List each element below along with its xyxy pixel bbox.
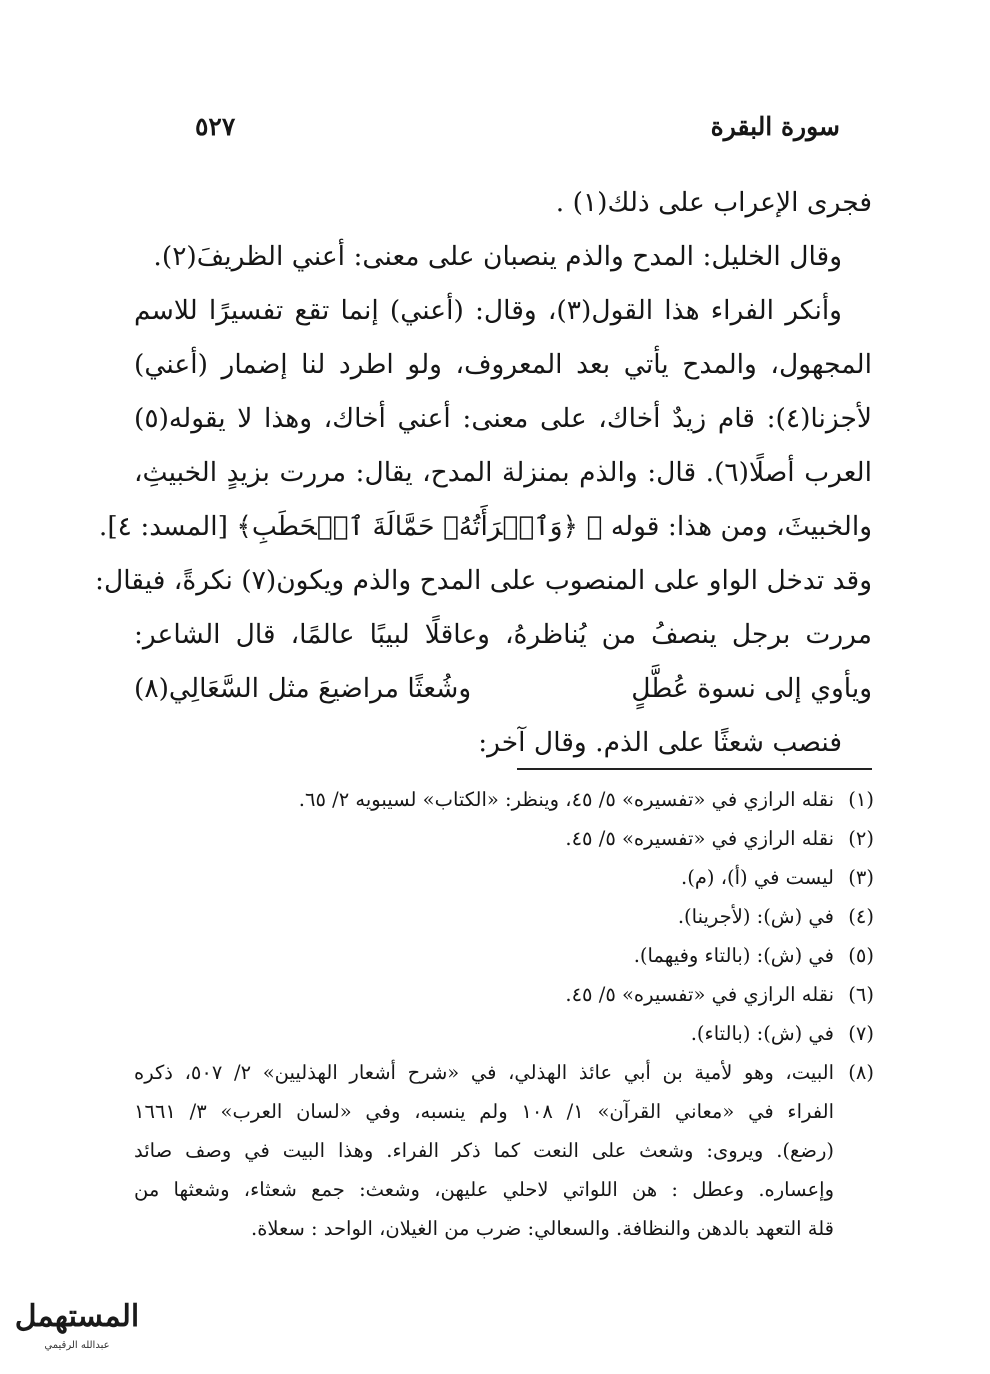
text-line: لأجزنا(٤): قام زيدٌ أخاك، على معنى: أعني أخاك، وهذا لا يقوله(٥) <box>134 403 872 434</box>
text-line: فجرى الإعراب على ذلك(١) . <box>555 187 872 218</box>
footnote-number: (٧) <box>848 1022 874 1045</box>
footnote <box>134 1053 874 1092</box>
page-number: ٥٢٧ <box>195 112 236 141</box>
footnote-continuation: وإعساره. وعطل : هن اللواتي لاحلي عليهن، وشعث: جمع شعثاء، وشعثها من <box>134 1178 834 1201</box>
footnote-text: في (ش): (لأجرينا). <box>677 905 834 928</box>
footnote-text: في (ش): (بالتاء وفيهما). <box>633 944 834 967</box>
page-header <box>140 112 840 152</box>
footnote-text: نقله الرازي في «تفسيره» ٥/ ٤٥. <box>565 983 834 1006</box>
main-text <box>95 176 872 770</box>
footnotes <box>134 780 874 1248</box>
footnote <box>134 819 874 858</box>
verse-first-hemistich: ويأوي إلى نسوة عُطَّلٍ <box>631 673 872 704</box>
footnote-number: (٢) <box>848 827 874 850</box>
logo-subtitle: عبدالله الرقيمي <box>44 1340 110 1351</box>
footnote <box>134 975 874 1014</box>
footnote-number: (٨) <box>848 1061 874 1084</box>
footnote-number: (٦) <box>848 983 874 1006</box>
footnote <box>134 936 874 975</box>
footnote-text: البيت، وهو لأمية بن أبي عائذ الهذلي، في «شرح أشعار الهذليين» ٢/ ٥٠٧، ذكره <box>134 1061 834 1084</box>
logo-text: المستهمل <box>14 1299 140 1334</box>
watermark-logo <box>12 1286 142 1356</box>
text-line: مررت برجل ينصفُ من يُناظرهُ، وعاقلًا لبيبًا عالمًا، قال الشاعر: <box>134 619 872 650</box>
surah-title: سورة البقرة <box>710 112 840 141</box>
footnote-text: نقله الرازي في «تفسيره» ٥/ ٤٥، وينظر: «الكتاب» لسيبويه ٢/ ٦٥. <box>298 788 834 811</box>
text-line: المجهول، والمدح يأتي بعد المعروف، ولو اطرد لنا إضمار (أعني) <box>134 349 872 380</box>
footnote-number: (٥) <box>848 944 874 967</box>
footnote <box>134 1014 874 1053</box>
footnote-number: (٣) <box>848 866 874 889</box>
footnote-continuation: (رضع). ويروى: وشعث على النعت كما ذكر الفراء. وهذا البيت في وصف صائد <box>134 1139 834 1162</box>
footnote-continuation: الفراء في «معاني القرآن» ١/ ١٠٨ ولم ينسبه، وفي «لسان العرب» ٣/ ١٦٦١ <box>134 1100 834 1123</box>
text-line: وقال الخليل: المدح والذم ينصبان على معنى: أعني الظريفَ(٢). <box>153 241 842 272</box>
text-line: العرب أصلًا(٦). قال: والذم بمنزلة المدح، يقال: مررت بزيدٍ الخبيثِ، <box>134 457 872 488</box>
text-line: فنصب شعثًا على الذم. وقال آخر: <box>478 727 842 758</box>
footnote <box>134 780 874 819</box>
footnote-text: نقله الرازي في «تفسيره» ٥/ ٤٥. <box>565 827 834 850</box>
footnote-text: ليست في (أ)، (م). <box>681 866 834 889</box>
footnote-text: في (ش): (بالتاء). <box>690 1022 834 1045</box>
footnote-number: (١) <box>848 788 874 811</box>
footnote-continuation: قلة التعهد بالدهن والنظافة. والسعالي: ضرب من الغيلان، الواحد : سعلاة. <box>251 1217 834 1240</box>
text-line: والخبيثَ، ومن هذا: قوله ﷻ ﴿وَٱمۡرَأَتُهُۥ حَمَّالَةَ ٱلۡحَطَبِ﴾ [المسد: ٤]. <box>98 511 872 542</box>
verse-second-hemistich: وشُعثًا مراضيعَ مثل السَّعَالِي(٨) <box>134 673 472 704</box>
footnote-number: (٤) <box>848 905 874 928</box>
text-line: وقد تدخل الواو على المنصوب على المدح والذم ويكون(٧) نكرةً، فيقال: <box>95 565 872 596</box>
poetry-verse <box>134 662 872 716</box>
text-line: وأنكر الفراء هذا القول(٣)، وقال: (أعني) إنما تقع تفسيرًا للاسم <box>134 295 842 326</box>
footnote <box>134 858 874 897</box>
footnote <box>134 897 874 936</box>
footnote-divider <box>517 768 872 770</box>
